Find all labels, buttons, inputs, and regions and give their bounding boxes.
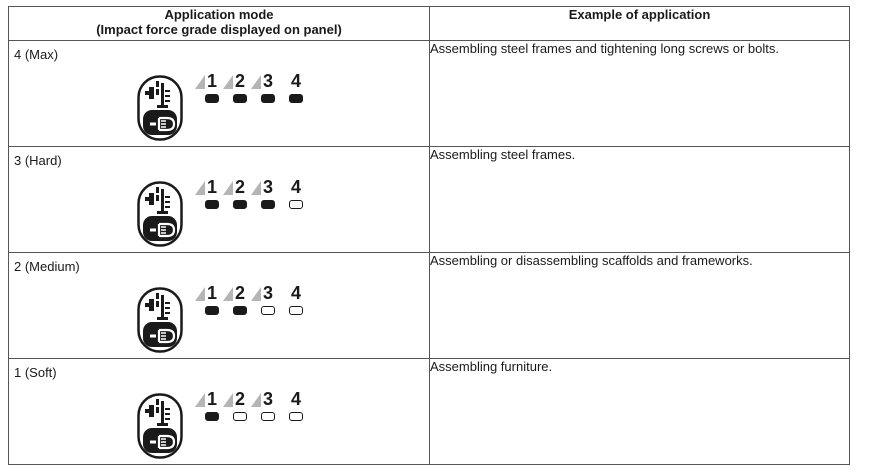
grade-indicator-2 [229, 177, 251, 213]
table-row-4 [9, 359, 850, 465]
example-cell: Assembling furniture. [430, 359, 850, 465]
grade-led-1-lit [205, 306, 219, 315]
mode-cell [9, 359, 430, 465]
mode-label: 3 (Hard) [14, 153, 62, 168]
grade-led-4-unlit [289, 306, 303, 315]
grade-led-1-lit [205, 200, 219, 209]
example-cell: Assembling steel frames and tightening long screws or bolts. [430, 41, 850, 147]
grade-led-4-lit [289, 94, 303, 103]
grade-number-1: 1 [206, 389, 217, 409]
light-icon [149, 432, 179, 452]
grade-indicator-4 [285, 283, 307, 319]
grade-indicator-3 [257, 283, 279, 319]
grade-number-4: 4 [290, 177, 301, 197]
grade-led-2-lit [233, 306, 247, 315]
grade-led-3-lit [261, 200, 275, 209]
impact-grade-panel [137, 389, 307, 461]
mode-cell [9, 147, 430, 253]
grade-number-2: 2 [234, 389, 245, 409]
grade-indicator-1 [201, 71, 223, 107]
grade-indicator-4 [285, 71, 307, 107]
impact-grade-panel [137, 283, 307, 355]
table-row-2 [9, 147, 850, 253]
mode-cell [9, 41, 430, 147]
grade-led-2-lit [233, 94, 247, 103]
grade-led-3-lit [261, 94, 275, 103]
mode-cell [9, 253, 430, 359]
grade-indicator-2 [229, 389, 251, 425]
impact-grade-panel [137, 71, 307, 143]
table-row-1 [9, 41, 850, 147]
header-mode-title: Application mode [164, 7, 274, 22]
light-icon [149, 114, 179, 134]
grade-indicator-1 [201, 389, 223, 425]
grade-indicator-3 [257, 71, 279, 107]
grade-led-2-lit [233, 200, 247, 209]
mode-label: 2 (Medium) [14, 259, 80, 274]
grade-indicator-4 [285, 389, 307, 425]
light-icon [149, 220, 179, 240]
header-example [430, 7, 850, 41]
grade-indicator-2 [229, 71, 251, 107]
mode-label: 4 (Max) [14, 47, 59, 62]
grade-led-2-unlit [233, 412, 247, 421]
grade-number-3: 3 [262, 283, 273, 303]
grade-led-3-unlit [261, 306, 275, 315]
mode-label: 1 (Soft) [14, 365, 57, 380]
table-body [9, 41, 850, 465]
grade-indicator-3 [257, 177, 279, 213]
table-row-3 [9, 253, 850, 359]
grade-indicator-4 [285, 177, 307, 213]
application-mode-table [8, 6, 850, 465]
light-icon [149, 326, 179, 346]
grade-number-3: 3 [262, 389, 273, 409]
grade-led-4-unlit [289, 200, 303, 209]
impact-grade-panel [137, 177, 307, 249]
grade-number-2: 2 [234, 71, 245, 91]
grade-led-1-lit [205, 94, 219, 103]
grade-number-3: 3 [262, 71, 273, 91]
header-example-title: Example of application [568, 7, 711, 22]
grade-led-4-unlit [289, 412, 303, 421]
grade-number-3: 3 [262, 177, 273, 197]
example-cell: Assembling or disassembling scaffolds and frameworks. [430, 253, 850, 359]
grade-indicator-3 [257, 389, 279, 425]
grade-indicator-1 [201, 283, 223, 319]
grade-number-1: 1 [206, 283, 217, 303]
grade-indicator-1 [201, 177, 223, 213]
grade-number-1: 1 [206, 177, 217, 197]
example-cell: Assembling steel frames. [430, 147, 850, 253]
grade-led-1-lit [205, 412, 219, 421]
header-mode-subtitle: (Impact force grade displayed on panel) [96, 22, 342, 37]
grade-number-4: 4 [290, 71, 301, 91]
grade-number-2: 2 [234, 283, 245, 303]
header-application-mode [9, 7, 430, 41]
grade-indicator-2 [229, 283, 251, 319]
grade-number-4: 4 [290, 389, 301, 409]
grade-number-2: 2 [234, 177, 245, 197]
grade-led-3-unlit [261, 412, 275, 421]
grade-number-1: 1 [206, 71, 217, 91]
grade-number-4: 4 [290, 283, 301, 303]
